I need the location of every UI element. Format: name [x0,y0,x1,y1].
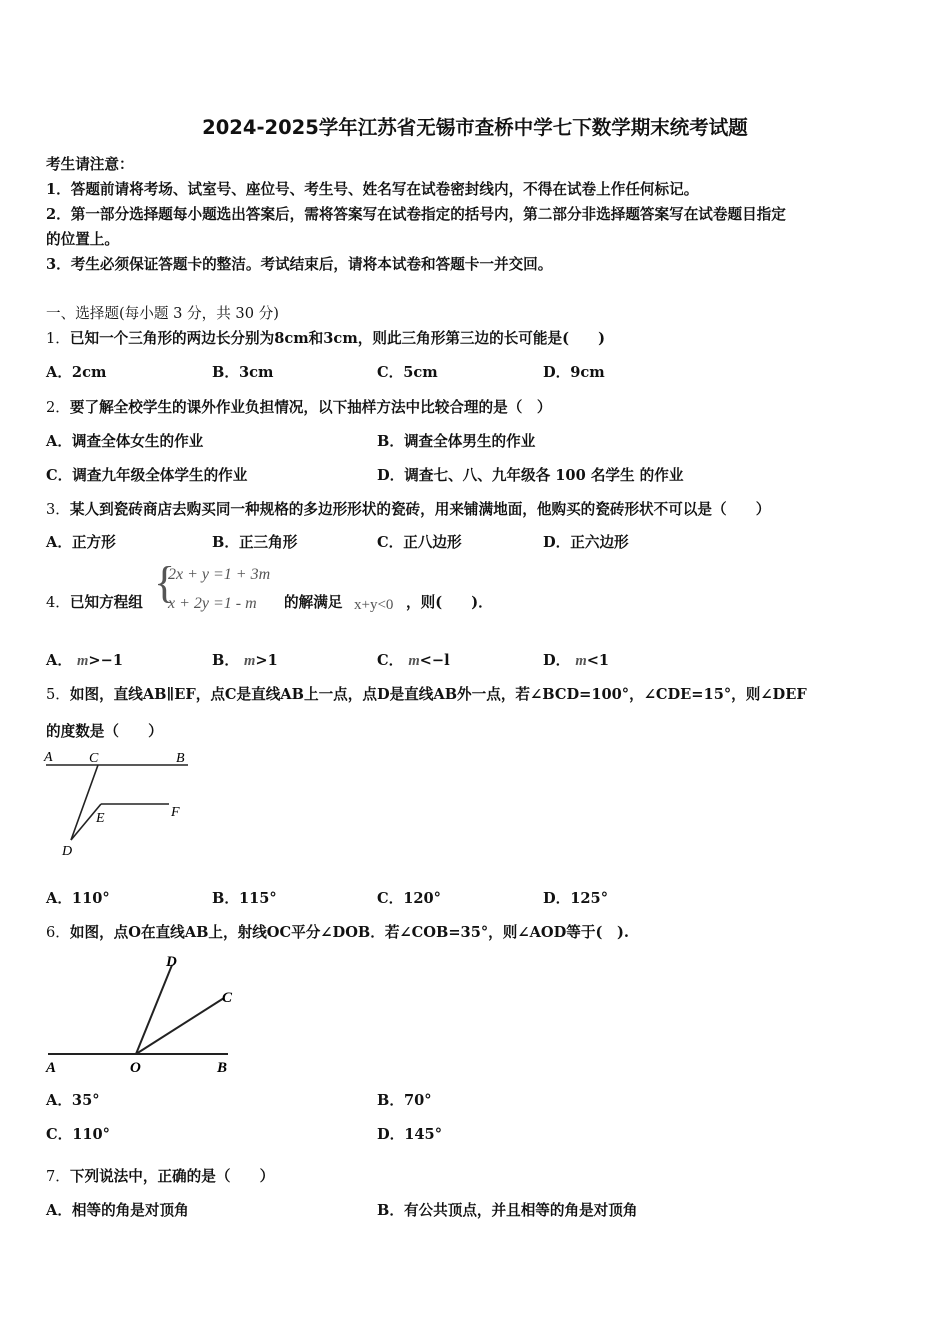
exam-title: 2024-2025学年江苏省无锡市查桥中学七下数学期末统考试题 [202,116,748,139]
label-f: F [171,805,180,820]
notice-item-3: 3．考生必须保证答题卡的整洁。考试结束后，请将本试卷和答题卡一并交回。 [46,256,553,273]
label-e: E [96,811,105,826]
q6-figure [40,948,250,1076]
label-o: O [130,1060,141,1076]
notice-item-2: 2．第一部分选择题每小题选出答案后，需将答案写在试卷指定的括号内，第二部分非选择题答案写在试卷题目指定 [46,206,786,223]
label-d: D [62,844,73,859]
q3-option-d[interactable]: D．正六边形 [543,534,629,551]
q6-option-d[interactable]: D．145° [377,1126,443,1143]
equation-2: x + 2y =1 - m [168,595,257,612]
question-number: 3． [46,501,70,518]
q5-figure [40,744,200,862]
q5-option-b[interactable]: B．115° [212,890,277,907]
q2-option-c[interactable]: C．调查九年级全体学生的作业 [46,467,248,484]
section-heading: 一、选择题(每小题 3 分，共 30 分) [46,305,279,322]
question-1 [46,327,605,348]
q2-option-d[interactable]: D．调查七、八、九年级各 100 名学生 的作业 [377,467,684,484]
ray-oc [136,998,224,1054]
system-brace: { [154,558,176,607]
label-a: A [46,1060,57,1076]
notice-item-1: 1．答题前请将考场、试室号、座位号、考生号、姓名写在试卷密封线内，不得在试卷上作任何标记。 [46,181,699,198]
question-stem: 某人到瓷砖商店去购买同一种规格的多边形形状的瓷砖，用来铺满地面，他购买的瓷砖形状不可以是（ ） [69,501,771,518]
label-c: C [222,990,233,1006]
q1-option-c[interactable]: C．5cm [377,364,438,381]
question-stem: 已知一个三角形的两边长分别为8cm和3cm，则此三角形第三边的长可能是( ) [69,330,606,347]
question-number: 4． [46,594,70,611]
question-number: 7． [46,1168,70,1185]
question-2 [46,396,552,417]
question-5-stem-cont: 的度数是（ ） [46,723,163,740]
q3-option-a[interactable]: A．正方形 [46,534,116,551]
question-number: 6． [46,924,70,941]
label-c: C [89,751,99,766]
question-stem: 如图，直线AB∥EF，点C是直线AB上一点，点D是直线AB外一点，若∠BCD=100°，∠CDE=15°，则∠DEF [69,686,807,703]
q6-option-a[interactable]: A．35° [46,1092,100,1109]
q1-option-d[interactable]: D．9cm [543,364,605,381]
question-number: 1． [46,330,70,347]
q1-option-a[interactable]: A．2cm [46,364,107,381]
question-5 [46,683,807,704]
question-stem-pre: 已知方程组 [69,594,143,611]
q4-option-b[interactable]: B． m>1 [212,652,278,669]
condition: x+y<0 [354,597,394,613]
question-stem-post: ，则( )． [406,594,493,611]
q3-option-c[interactable]: C．正八边形 [377,534,462,551]
label-b: B [217,1060,228,1076]
q4-option-c[interactable]: C． m<−l [377,652,450,669]
q2-option-b[interactable]: B．调查全体男生的作业 [377,433,536,450]
ray-od [136,965,172,1054]
question-stem-mid: 的解满足 [284,594,343,611]
q4-option-a[interactable]: A． m>−1 [46,652,123,669]
label-a: A [44,750,53,765]
label-d: D [166,954,177,970]
q6-option-c[interactable]: C．110° [46,1126,110,1143]
q4-option-d[interactable]: D． m<1 [543,652,610,669]
question-6 [46,921,629,942]
label-b: B [176,751,185,766]
q3-option-b[interactable]: B．正三角形 [212,534,298,551]
question-stem: 要了解全校学生的课外作业负担情况，以下抽样方法中比较合理的是（ ） [69,399,552,416]
question-stem: 下列说法中，正确的是（ ） [69,1168,275,1185]
notice-heading: 考生请注意： [46,156,134,173]
segment-cd [71,765,98,840]
question-number: 2． [46,399,70,416]
notice-item-2-cont: 的位置上。 [46,231,119,248]
question-stem: 如图，点O在直线AB上，射线OC平分∠DOB．若∠COB=35°，则∠AOD等于( ). [69,924,629,941]
equation-1: 2x + y =1 + 3m [168,566,271,583]
q7-option-b[interactable]: B．有公共顶点，并且相等的角是对顶角 [377,1202,638,1219]
question-7 [46,1165,274,1186]
q5-option-d[interactable]: D．125° [543,890,609,907]
q5-option-c[interactable]: C．120° [377,890,441,907]
question-3 [46,498,770,519]
question-number: 5． [46,686,70,703]
question-4 [46,591,143,612]
q6-option-b[interactable]: B．70° [377,1092,432,1109]
q2-option-a[interactable]: A．调查全体女生的作业 [46,433,204,450]
q5-option-a[interactable]: A．110° [46,890,110,907]
q1-option-b[interactable]: B．3cm [212,364,274,381]
q7-option-a[interactable]: A．相等的角是对顶角 [46,1202,189,1219]
